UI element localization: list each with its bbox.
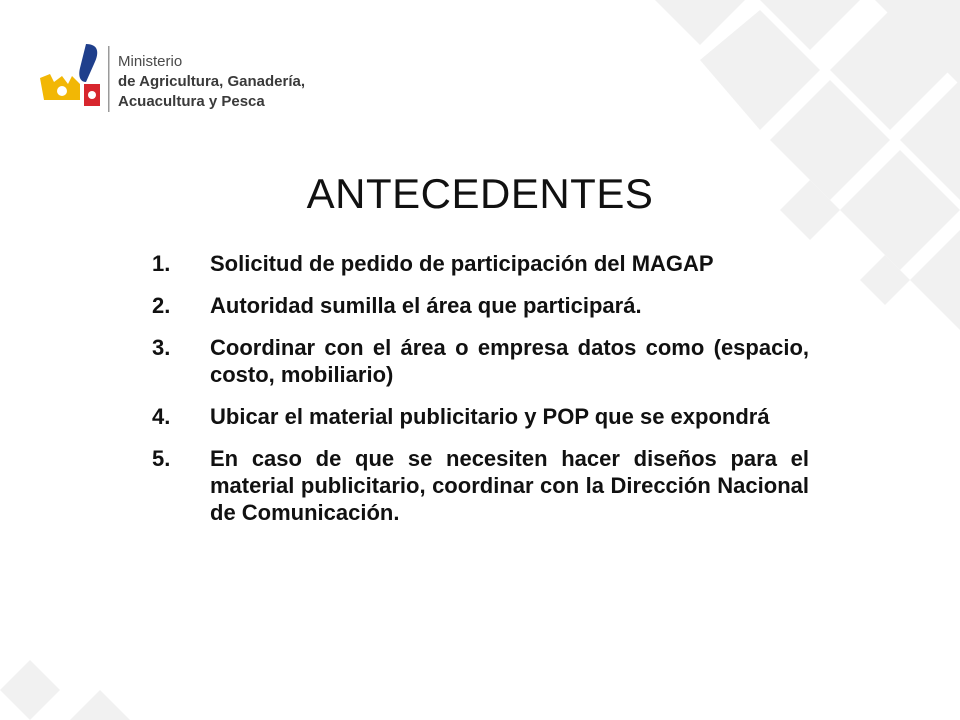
item-text: En caso de que se necesiten hacer diseños para el material publicitario, coordinar con la Dirección Nacional de Comunicación. <box>210 446 809 525</box>
logo-blue-mark <box>79 44 97 82</box>
logo-separator <box>108 46 110 112</box>
list-item <box>152 334 809 388</box>
ministry-name <box>118 52 305 112</box>
item-text: Autoridad sumilla el área que participará. <box>210 293 642 318</box>
logo-line-2: de Agricultura, Ganadería, <box>118 73 305 90</box>
item-number: 5. <box>152 446 171 471</box>
logo-line-3: Acuacultura y Pesca <box>118 93 265 110</box>
item-text: Coordinar con el área o empresa datos como (espacio, costo, mobiliario) <box>210 335 809 387</box>
item-number: 4. <box>152 404 171 429</box>
list-item <box>152 250 809 277</box>
item-text: Solicitud de pedido de participación del MAGAP <box>210 251 714 276</box>
list-item <box>152 292 809 319</box>
logo-line-1: Ministerio <box>118 53 183 70</box>
item-number: 1. <box>152 251 171 276</box>
list-item <box>152 445 809 526</box>
item-number: 2. <box>152 293 171 318</box>
list-item <box>152 403 809 430</box>
item-number: 3. <box>152 335 171 360</box>
slide-title: ANTECEDENTES <box>306 170 654 217</box>
antecedentes-list <box>152 250 809 541</box>
item-text: Ubicar el material publicitario y POP que se expondrá <box>210 404 770 429</box>
